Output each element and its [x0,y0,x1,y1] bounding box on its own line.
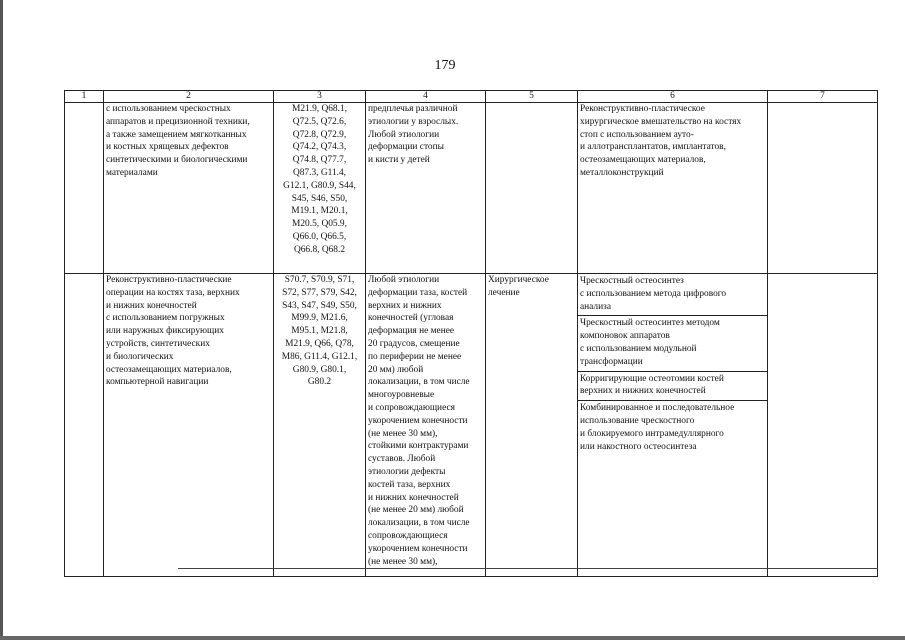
cell-text-line: укорочением конечности [368,415,468,426]
cell-text-line: трансформации [580,356,643,367]
cell-text-line: Q66.8, Q68.2 [293,244,346,255]
header-cell: 4 [366,91,486,103]
cell-text-line: (не менее 20 мм) любой [368,505,464,516]
cell-text-line: M20.5, Q05.9, [292,219,347,230]
cell-text-line: стоп с использованием ауто- [580,129,694,140]
scan-edge-left [0,0,3,640]
cell-text-line: S70.7, S70.9, S71, [284,275,355,285]
cell-text-line: Любой этиологии [368,275,440,285]
row1-codes-cell [274,103,366,274]
treatment-method-block [578,372,767,402]
cell-text-line: M19.1, M20.1, [291,206,348,217]
table-row [65,274,878,577]
row2-treatment-type-cell [486,274,578,577]
cell-text-line: остеозамещающих материалов, [580,155,706,166]
cell-text-line: или накостного остеосинтеза [580,441,697,452]
cell-text-line: M95.1, M21.8, [291,326,348,337]
cell-text-line: металлоконструкций [580,167,664,178]
cell-text-line: Q72.5, Q72.6, [292,116,347,127]
row1-treatment-method-cell [578,103,768,274]
row2-patient-model-cell [366,274,486,577]
header-cell: 7 [768,91,878,103]
cell-text-line: Реконструктивно-пластические [106,275,232,285]
procedures-table [64,90,878,577]
cell-text-line: S45, S46, S50, [291,193,348,204]
cell-text-line: Q74.8, Q77.7, [292,155,347,166]
table-row [65,103,878,274]
cell-text-line: стойкими контрактурами [368,441,469,452]
cell-text-line: и кисти у детей [368,155,430,166]
cell-text-line: многоуровневые [368,390,435,401]
cell-text-line: Q72.8, Q72.9, [292,129,347,140]
table-header-row [65,91,878,103]
header-cell: 2 [104,91,274,103]
cell-text-line: укорочением конечности [368,543,468,554]
cell-text-line: Хирургическое [488,275,549,285]
cell-text-line: Чрескостный остеосинтез [580,276,684,286]
cell-text-line: устройств, синтетических [106,338,210,349]
row2-codes-cell [274,274,366,577]
cell-text-line: Чрескостный остеосинтез методом [580,318,720,329]
row2-method-cell [104,274,274,577]
cell-text-line: анализа [580,301,611,312]
header-cell: 1 [65,91,104,103]
cell-text-line: и биологических [106,351,174,362]
cell-text-line: Q74.2, Q74.3, [292,142,347,153]
treatment-method-block [578,316,767,371]
cell-text-line: с использованием метода цифрового [580,288,727,299]
cell-text-line: остеозамещающих материалов, [106,364,232,375]
row1-col7-cell [768,103,878,274]
header-cell: 5 [486,91,578,103]
cell-text-line: и нижних конечностей [368,492,459,503]
cell-text-line: этиологии дефекты [368,466,446,477]
row1-treatment-type-cell [486,103,578,274]
cell-text-line: M21.9, Q66, Q78, [285,338,354,349]
row2-col7-cell [768,274,878,577]
cell-text-line: G12.1, G80.9, S44, [283,180,356,191]
header-cell: 3 [274,91,366,103]
cell-text-line: или наружных фиксирующих [106,326,224,337]
cell-text-line: суставов. Любой [368,454,436,465]
cell-text-line: (не менее 30 мм), [368,556,438,567]
cell-text-line: хирургическое вмешательство на костях [580,116,742,127]
row1-patient-model-cell [366,103,486,274]
scan-edge-bottom [0,636,905,640]
cell-text-line: Q87.3, G11.4, [292,167,347,178]
cell-text-line: S43, S47, S49, S50, [282,300,357,311]
cell-text-line: G80.9, G80.1, [292,364,347,375]
cell-text-line: конечностей (угловая [368,313,454,324]
cell-text-line: 20 мм) любой [368,364,424,375]
cell-text-line: и костных хрящевых дефектов [106,142,229,153]
cell-text-line: и сопровождающиеся [368,402,455,413]
cell-text-line: этиологии у взрослых. [368,116,459,127]
header-cell: 6 [578,91,768,103]
cell-text-line: локализации, в том числе [368,518,470,529]
cell-text-line: по периферии не менее [368,351,462,362]
cell-text-line: Комбинированное и последовательное [580,403,735,414]
treatment-method-block [578,401,767,455]
cell-text-line: M21.9, Q68.1, [292,104,347,114]
cell-text-line: сопровождающиеся [368,530,448,541]
row2-col1-cell [65,274,104,577]
cell-text-line: компоновок аппаратов [580,331,670,342]
cell-text-line: аппаратов и прецизионной техники, [106,116,250,127]
cell-text-line: M86, G11.4, G12.1, [281,351,358,362]
cell-text-line: операции на костях таза, верхних [106,287,240,298]
treatment-method-block [578,274,767,316]
cell-text-line: 20 градусов, смещение [368,338,460,349]
cell-text-line: Корригирующие остеотомии костей [580,373,724,384]
cell-text-line: синтетическими и биологическими [106,155,248,166]
page-number: 179 [434,58,456,73]
cell-text-line: Любой этиологии [368,129,440,140]
cell-text-line: деформация не менее [368,326,455,337]
cell-text-line: деформации таза, костей [368,287,468,298]
cell-text-line: верхних и нижних конечностей [580,386,706,397]
cell-text-line: деформации стопы [368,142,444,153]
cell-text-line: и аллотрансплантатов, имплантатов, [580,142,726,153]
row1-col1-cell [65,103,104,274]
cell-text-line: Q66.0, Q66.5, [292,231,347,242]
cell-text-line: лечение [488,287,520,298]
cell-text-line: Реконструктивно-пластическое [580,104,705,114]
cell-text-line: материалами [106,167,158,178]
cell-text-line: а также замещением мягкотканных [106,129,247,140]
cell-text-line: верхних и нижних [368,300,442,311]
cell-text-line: с использованием модульной [580,343,697,354]
cell-text-line: и нижних конечностей [106,300,197,311]
cell-text-line: M99.9, M21.6, [291,313,348,324]
cell-text-line: и блокируемого интрамедуллярного [580,428,724,439]
cell-text-line: компьютерной навигации [106,377,209,388]
cell-text-line: с использованием чрескостных [106,104,231,114]
cell-text-line: предплечья различной [368,104,458,114]
cell-text-line: использование чрескостного [580,415,695,426]
cell-text-line: S72, S77, S79, S42, [282,287,357,298]
cell-text-line: локализации, в том числе [368,377,470,388]
cell-text-line: с использованием погружных [106,313,225,324]
cell-text-line: (не менее 30 мм), [368,428,438,439]
cell-text-line: G80.2 [307,377,332,388]
cell-text-line: костей таза, верхних [368,479,451,490]
bottom-rule [178,568,878,569]
row1-method-cell [104,103,274,274]
row2-treatment-method-cell [578,274,768,577]
